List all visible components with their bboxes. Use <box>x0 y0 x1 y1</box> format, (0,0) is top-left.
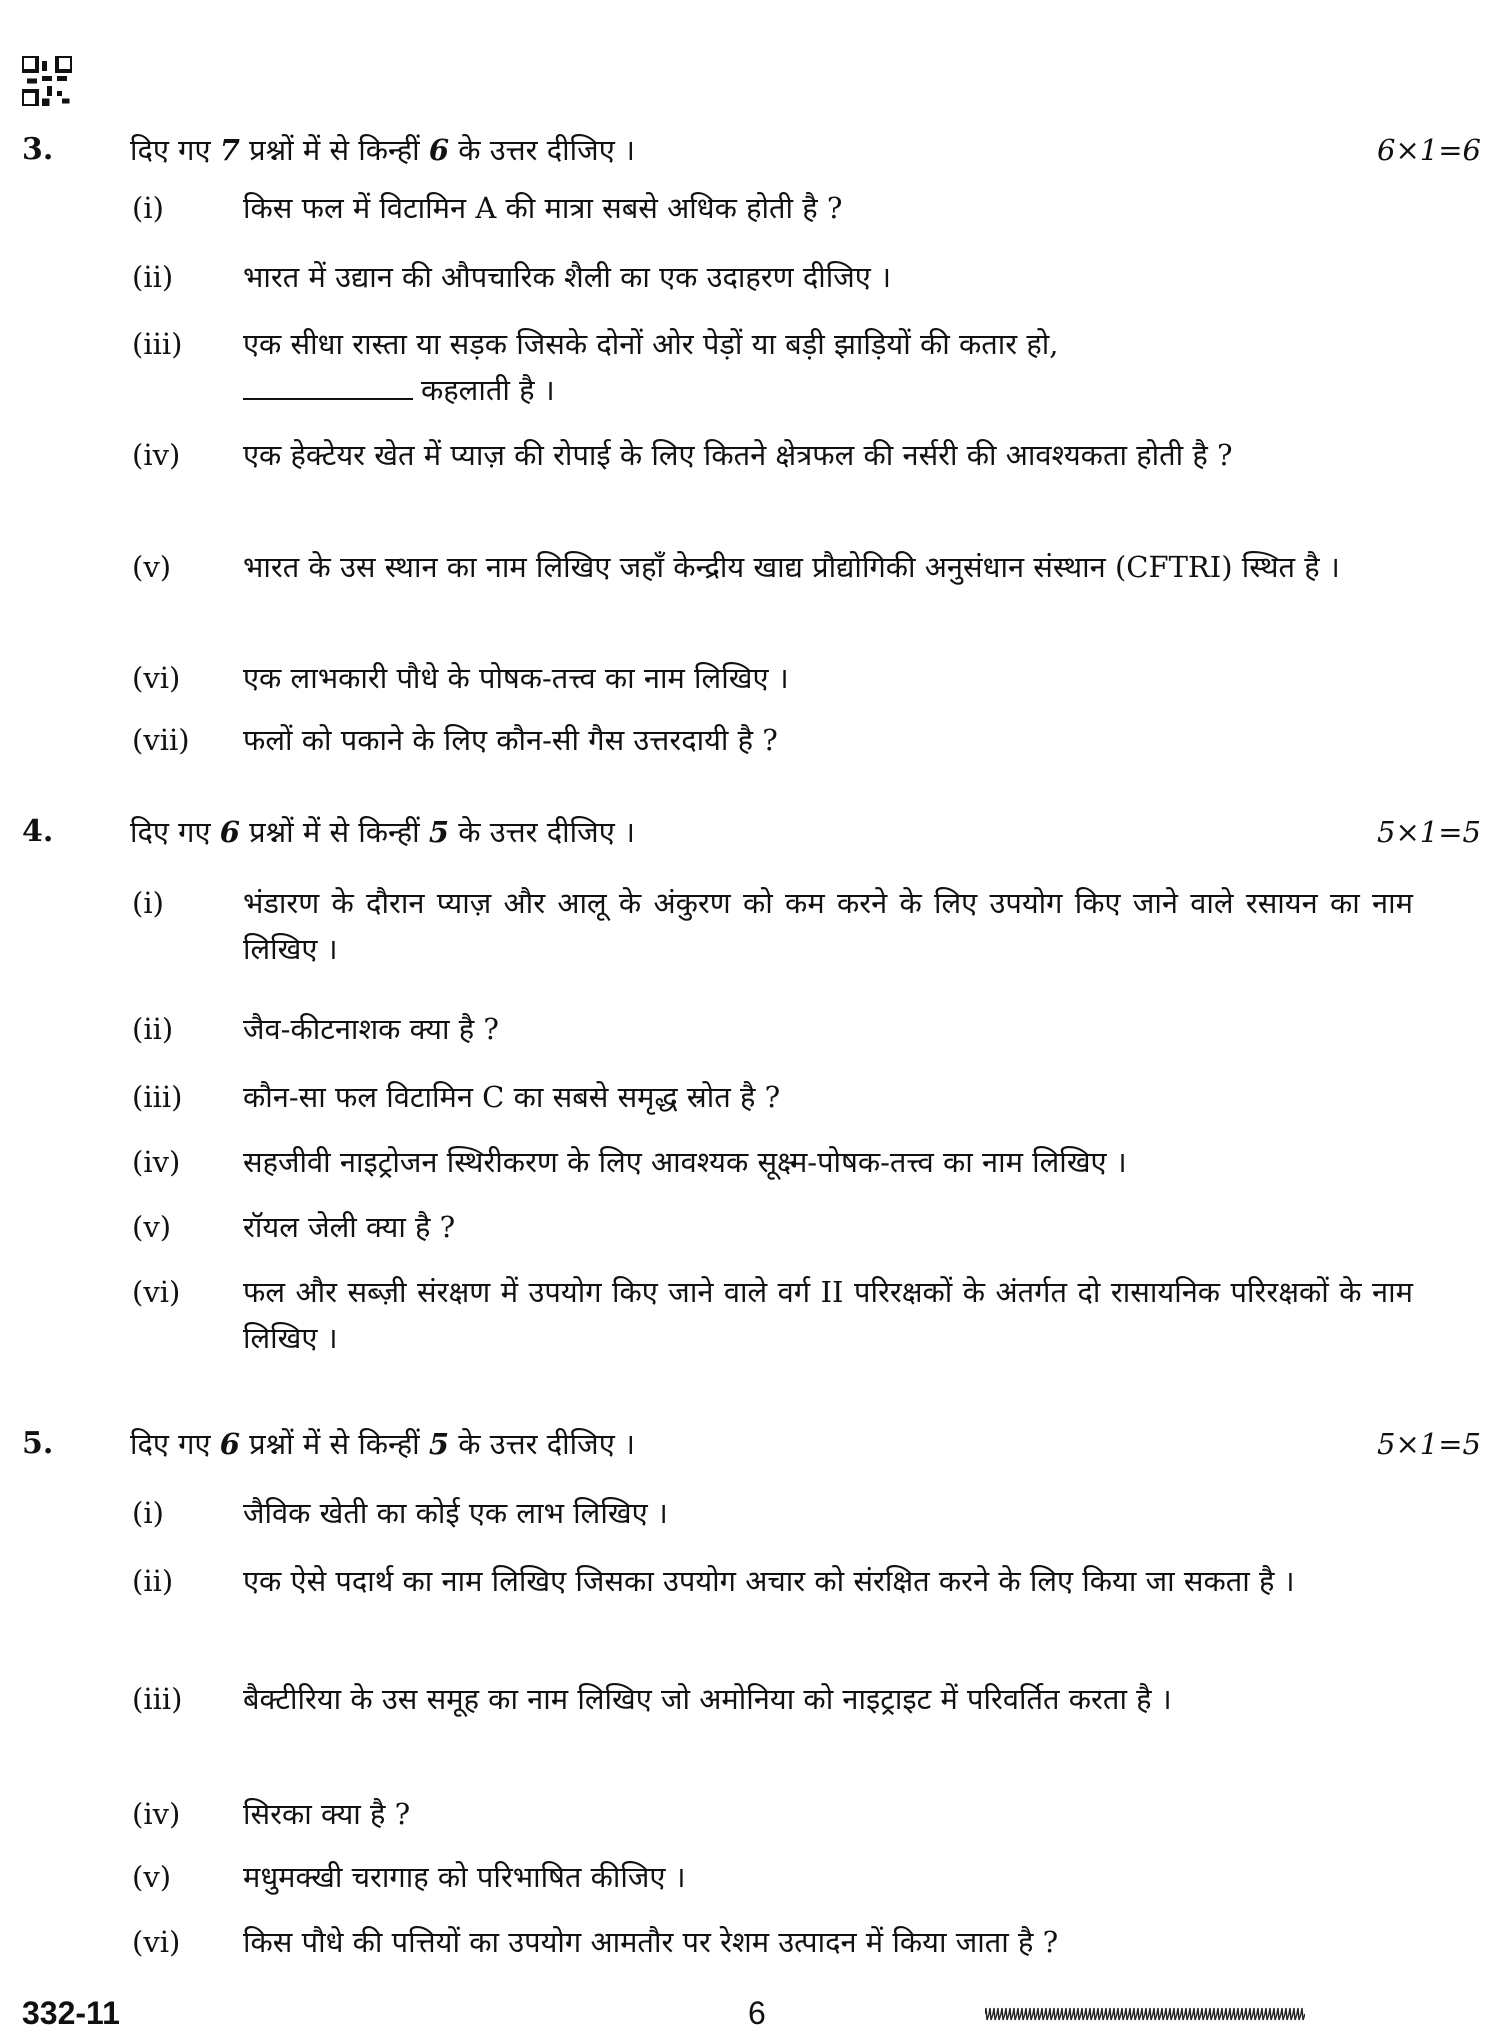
fill-in-blank <box>243 370 413 400</box>
sub-question-body: मधुमक्खी चरागाह को परिभाषित कीजिए । <box>243 1860 686 1894</box>
sub-question-body: सहजीवी नाइट्रोजन स्थिरीकरण के लिए आवश्यक सूक्ष्म-पोषक-तत्त्व का नाम लिखिए । <box>243 1145 1127 1179</box>
sub-question-body: बैक्टीरिया के उस समूह का नाम लिखिए जो अमोनिया को नाइट्राइट में परिवर्तित करता है । <box>243 1682 1172 1716</box>
sub-question-body: फलों को पकाने के लिए कौन-सी गैस उत्तरदायी है ? <box>243 723 778 757</box>
sub-question-label: (ii) <box>132 1012 174 1046</box>
sub-question-body: किस पौधे की पत्तियों का उपयोग आमतौर पर रेशम उत्पादन में किया जाता है ? <box>243 1925 1059 1959</box>
sub-question-label: (i) <box>132 886 164 920</box>
decorative-wave-line <box>985 2007 1305 2021</box>
sub-question-text <box>243 1919 1413 1965</box>
sub-question-body: भारत के उस स्थान का नाम लिखिए जहाँ केन्द्रीय खाद्य प्रौद्योगिकी अनुसंधान संस्थान (CFTRI) स्थित है । <box>243 550 1340 584</box>
sub-question-label: (i) <box>132 1496 164 1530</box>
sub-question-text <box>243 1558 1413 1604</box>
question-marks: 6×1=6 <box>1377 133 1481 167</box>
page-number: 6 <box>748 1995 766 2031</box>
instruction-number: 7 <box>219 133 240 167</box>
sub-question-text <box>243 254 1413 300</box>
instruction-number: 6 <box>428 133 450 167</box>
sub-question-label: (v) <box>132 550 172 584</box>
sub-question-body: भंडारण के दौरान प्याज़ और आलू के अंकुरण को कम करने के लिए उपयोग किए जाने वाले रसायन का नाम लिखिए । <box>243 886 1413 966</box>
sub-question-label: (vi) <box>132 661 181 695</box>
instruction-text: प्रश्नों में से किन्हीं <box>239 133 429 167</box>
instruction-number: 5 <box>428 1427 450 1461</box>
question-instruction <box>130 127 635 173</box>
instruction-text: के उत्तर दीजिए । <box>449 133 635 167</box>
sub-question-label: (v) <box>132 1210 172 1244</box>
instruction-text: दिए गए <box>130 133 220 167</box>
sub-question-label: (vi) <box>132 1275 181 1309</box>
paper-code: 332-11 <box>22 1995 120 2031</box>
sub-question-text <box>243 1204 1413 1250</box>
sub-question-label: (i) <box>132 191 164 225</box>
question-number: 3. <box>22 132 54 167</box>
sub-question-label: (iv) <box>132 1145 181 1179</box>
sub-question-text <box>243 1074 1413 1120</box>
sub-question-text <box>243 1269 1413 1361</box>
sub-question-text <box>243 321 1413 413</box>
sub-question-label: (iii) <box>132 327 183 361</box>
sub-question-label: (vii) <box>132 723 190 757</box>
sub-question-label: (ii) <box>132 260 174 294</box>
sub-question-body: एक ऐसे पदार्थ का नाम लिखिए जिसका उपयोग अचार को संरक्षित करने के लिए किया जा सकता है । <box>243 1564 1295 1598</box>
sub-question-body: जैव-कीटनाशक क्या है ? <box>243 1012 499 1046</box>
sub-question-text <box>243 717 1413 763</box>
sub-question-label: (iii) <box>132 1080 183 1114</box>
sub-question-text <box>243 655 1413 701</box>
sub-question-text <box>243 1676 1413 1722</box>
sub-question-body: सिरका क्या है ? <box>243 1797 411 1831</box>
question-instruction <box>130 809 635 855</box>
sub-question-label: (iii) <box>132 1682 183 1716</box>
instruction-number: 6 <box>219 1427 240 1461</box>
qr-code-icon <box>22 56 72 106</box>
sub-question-text <box>243 1006 1413 1052</box>
sub-question-label: (ii) <box>132 1564 174 1598</box>
sub-question-text <box>243 432 1413 478</box>
sub-question-body: कौन-सा फल विटामिन C का सबसे समृद्ध स्रोत है ? <box>243 1080 781 1114</box>
sub-question-body: भारत में उद्यान की औपचारिक शैली का एक उदाहरण दीजिए । <box>243 260 892 294</box>
question-instruction <box>130 1421 635 1467</box>
sub-question-text <box>243 1490 1413 1536</box>
sub-question-text <box>243 185 1413 231</box>
instruction-text: प्रश्नों में से किन्हीं <box>239 815 429 849</box>
sub-question-body: जैविक खेती का कोई एक लाभ लिखिए । <box>243 1496 668 1530</box>
sub-question-text <box>243 880 1413 972</box>
question-number: 4. <box>22 814 54 849</box>
sub-question-text <box>243 1791 1413 1837</box>
sub-question-body: किस फल में विटामिन A की मात्रा सबसे अधिक होती है ? <box>243 191 843 225</box>
sub-question-label: (iv) <box>132 1797 181 1831</box>
sub-question-body-continued: कहलाती है । <box>421 373 555 407</box>
sub-question-body: रॉयल जेली क्या है ? <box>243 1210 456 1244</box>
sub-question-label: (iv) <box>132 438 181 472</box>
sub-question-body: फल और सब्ज़ी संरक्षण में उपयोग किए जाने वाले वर्ग II परिरक्षकों के अंतर्गत दो रासायनिक परिरक्षकों के नाम लिखिए । <box>243 1275 1413 1355</box>
sub-question-label: (v) <box>132 1860 172 1894</box>
sub-question-body: एक सीधा रास्ता या सड़क जिसके दोनों ओर पेड़ों या बड़ी झाड़ियों की कतार हो, <box>243 327 1059 361</box>
instruction-text: दिए गए <box>130 1427 220 1461</box>
question-number: 5. <box>22 1426 54 1461</box>
question-marks: 5×1=5 <box>1377 815 1481 849</box>
instruction-text: प्रश्नों में से किन्हीं <box>239 1427 429 1461</box>
instruction-number: 6 <box>219 815 240 849</box>
instruction-text: के उत्तर दीजिए । <box>449 1427 635 1461</box>
sub-question-body: एक लाभकारी पौधे के पोषक-तत्त्व का नाम लिखिए । <box>243 661 789 695</box>
instruction-text: के उत्तर दीजिए । <box>449 815 635 849</box>
sub-question-body: एक हेक्टेयर खेत में प्याज़ की रोपाई के लिए कितने क्षेत्रफल की नर्सरी की आवश्यकता होती है ? <box>243 438 1233 472</box>
question-marks: 5×1=5 <box>1377 1427 1481 1461</box>
sub-question-text <box>243 1854 1413 1900</box>
instruction-number: 5 <box>428 815 450 849</box>
instruction-text: दिए गए <box>130 815 220 849</box>
sub-question-text <box>243 1139 1413 1185</box>
sub-question-text <box>243 544 1413 590</box>
sub-question-label: (vi) <box>132 1925 181 1959</box>
